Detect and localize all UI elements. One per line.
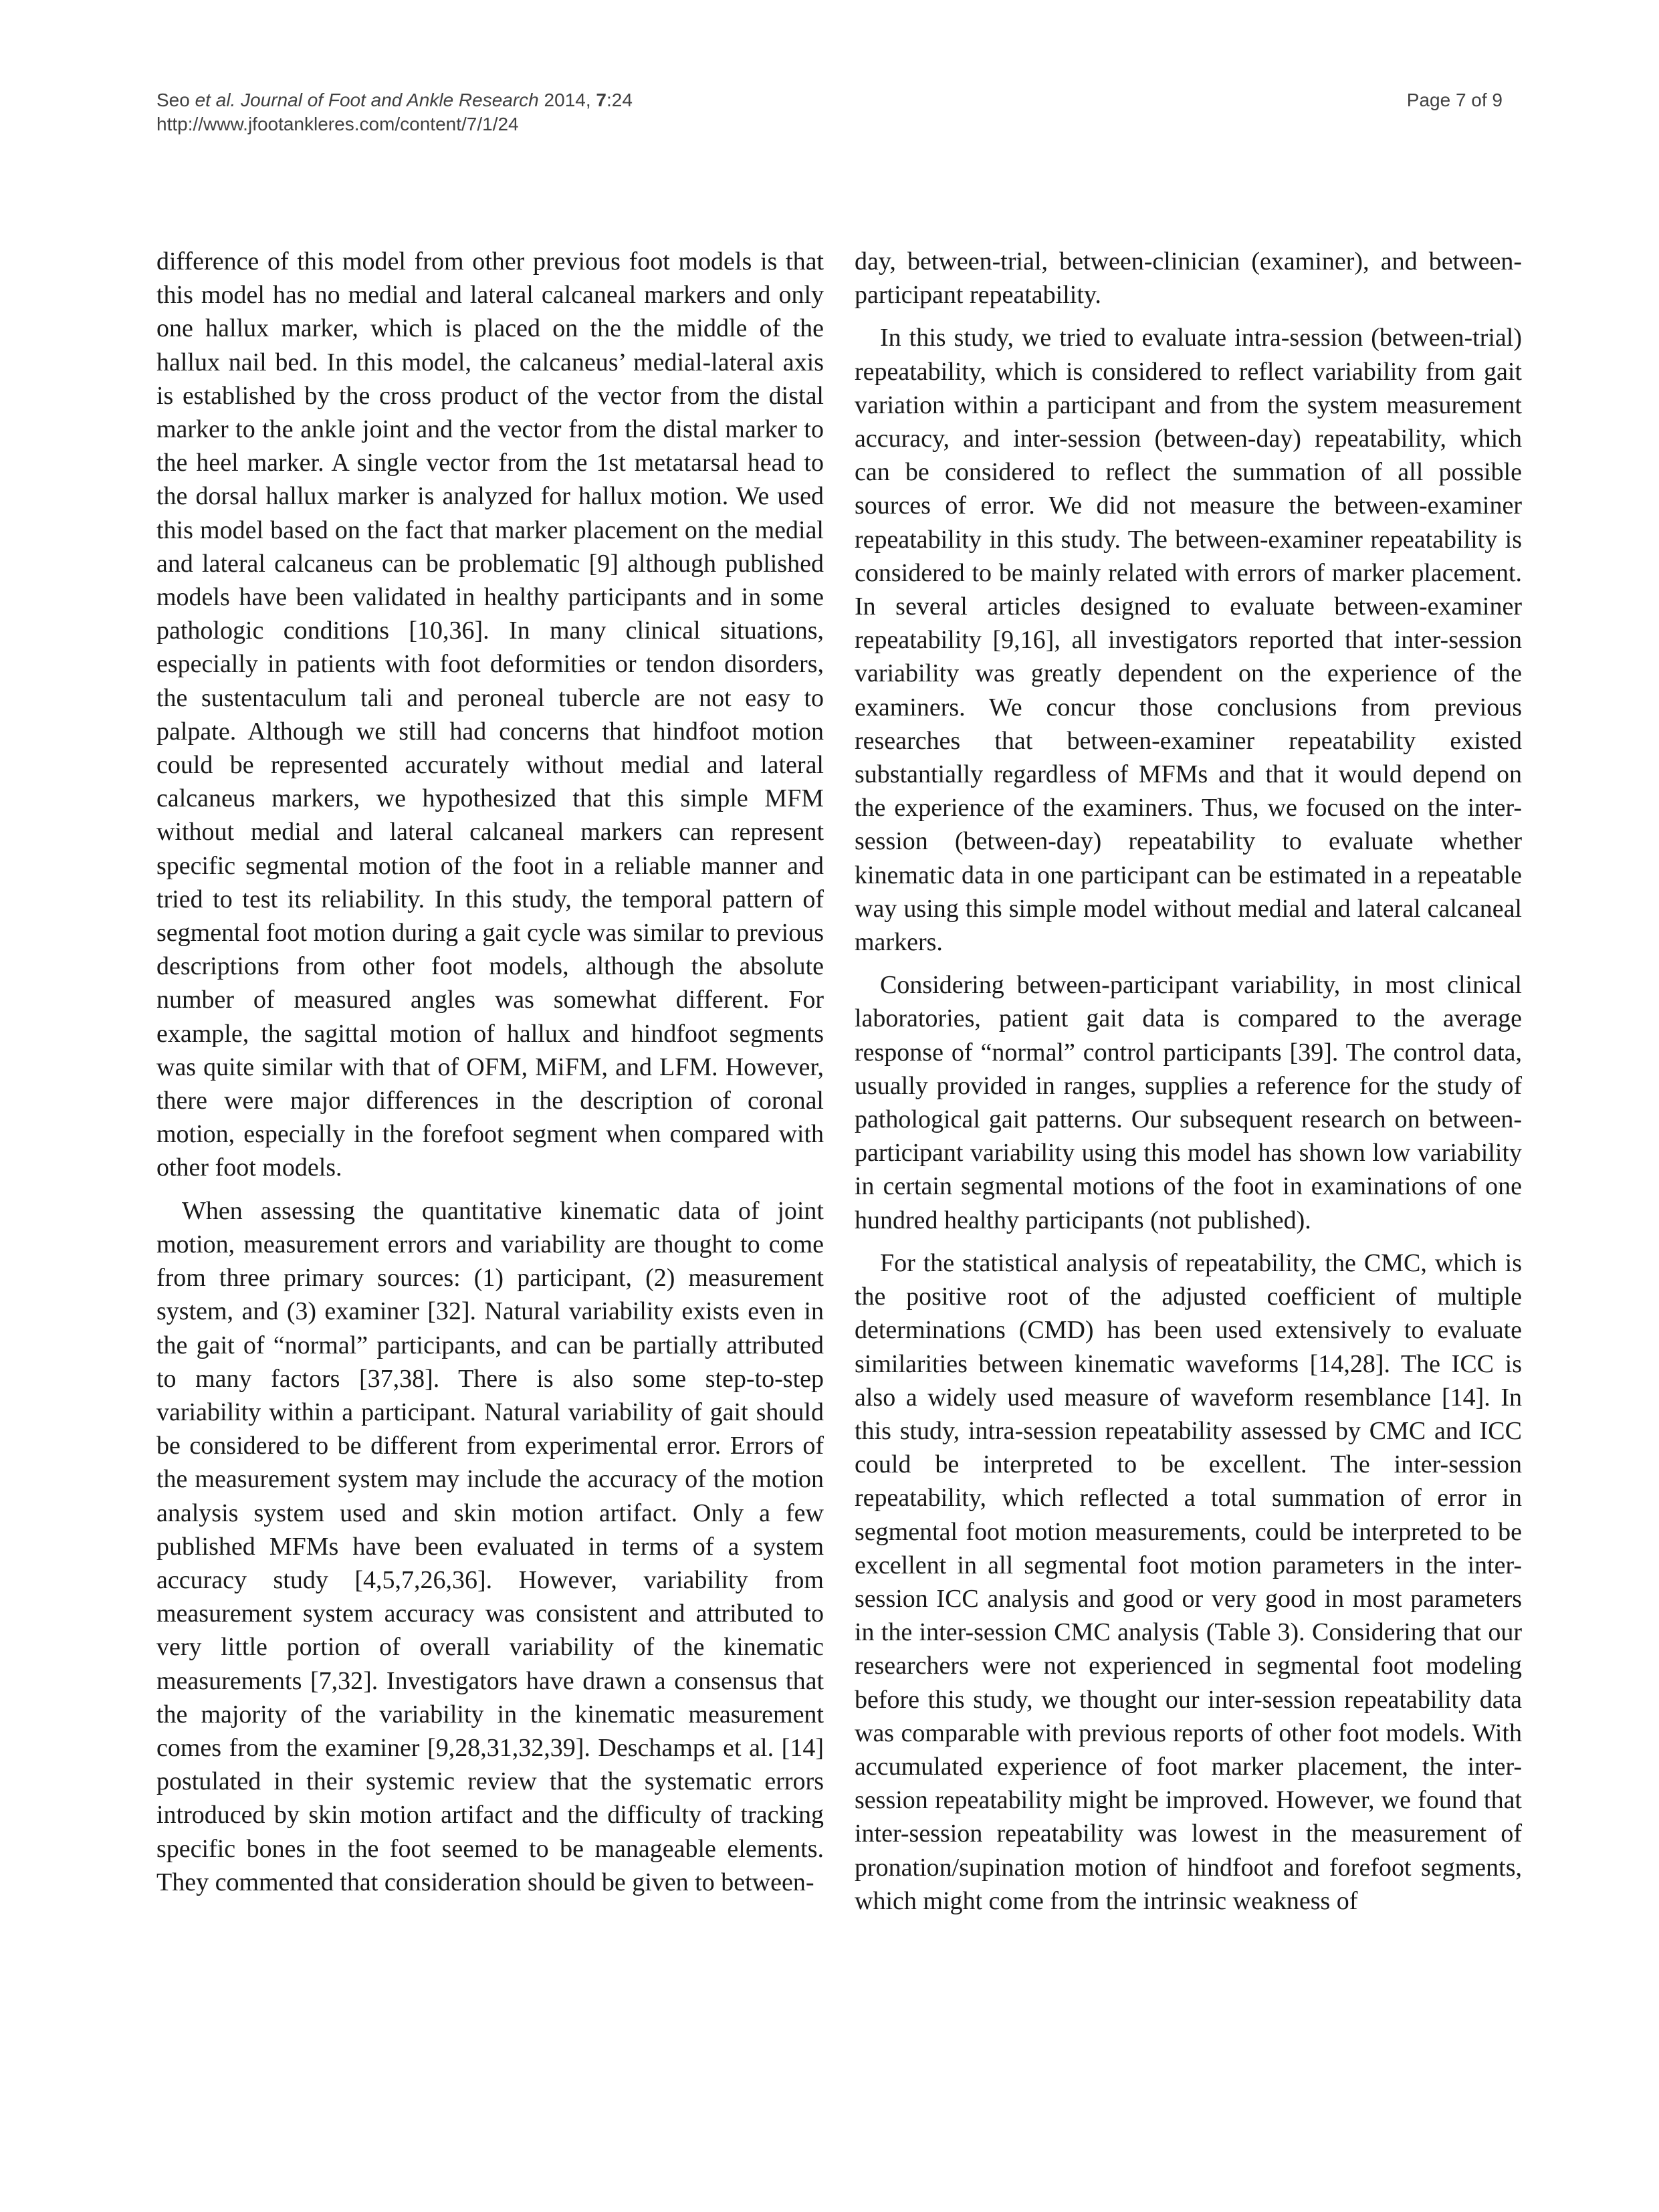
citation-authors: Seo xyxy=(156,90,195,110)
article-url[interactable]: http://www.jfootankleres.com/content/7/1/24 xyxy=(156,114,519,134)
body-paragraph: When assessing the quantitative kinematic data of joint motion, measurement errors and variability are thought to come from three primary sources: (1) participant, (2) measurement system, and (3) examiner [32]. Natural variability exists even in the gait of “normal” participants, and can be partially attributed to many factors [37,38]. There is also some step-to-step variability within a participant. Natural variability of gait should be considered to be different from experimental error. Errors of the measurement system may include the accuracy of the motion analysis system used and skin motion artifact. Only a few published MFMs have been evaluated in terms of a system accuracy study [4,5,7,26,36]. However, variability from measurement system accuracy was consistent and attributed to very little portion of overall variability of the kinematic measurements [7,32]. Investigators have drawn a consensus that the majority of the variability in the kinematic measurement comes from the examiner [9,28,31,32,39]. Deschamps et al. [14] postulated in their systemic review that the systematic errors introduced by skin motion artifact and the difficulty of tracking specific bones in the foot seemed to be manageable elements. They commented that consideration should be given to between- xyxy=(156,1196,824,1896)
body-paragraph: difference of this model from other previous foot models is that this model has no medial and lateral calcaneal markers and only one hallux marker, which is placed on the the middle of the hallux nail bed. In this model, the calcaneus’ medial-lateral axis is established by the cross product of the vector from the distal marker to the ankle joint and the vector from the distal marker to the heel marker. A single vector from the 1st metatarsal head to the dorsal hallux marker is analyzed for hallux motion. We used this model based on the fact that marker placement on the medial and lateral calcaneus can be problematic [9] although published models have been validated in healthy participants and in some pathologic conditions [10,36]. In many clinical situations, especially in patients with foot deformities or tendon disorders, the sustentaculum tali and peroneal tubercle are not easy to palpate. Although we still had concerns that hindfoot motion could be represented accurately without medial and lateral calcaneus markers, we hypothesized that this simple MFM without medial and lateral calcaneal markers can represent specific segmental motion of the foot in a reliable manner and tried to test its reliability. In this study, the temporal pattern of segmental foot motion during a gait cycle was similar to previous descriptions from other foot models, although the absolute number of measured angles was somewhat different. For example, the sagittal motion of hallux and hindfoot segments was quite similar with that of OFM, MiFM, and LFM. However, there were major differences in the description of coronal motion, especially in the forefoot segment when compared with other foot models. xyxy=(156,247,824,1182)
body-paragraph: Considering between-participant variability, in most clinical laboratories, patient gait data is compared to the average response of “normal” control participants [39]. The control data, usually provided in ranges, supplies a reference for the study of pathological gait patterns. Our subsequent research on between-participant variability using this model has shown low variability in certain segmental motions of the foot in examinations of one hundred healthy participants (not published). xyxy=(855,971,1522,1234)
body-paragraph: day, between-trial, between-clinician (examiner), and between-participant repeatability. xyxy=(855,247,1522,310)
citation-journal: Journal of Foot and Ankle Research xyxy=(235,90,539,110)
body-paragraph: In this study, we tried to evaluate intra-session (between-trial) repeatability, which is considered to reflect variability from gait variation within a participant and from the system measurement accuracy, and inter-session (between-day) repeatability, which can be considered to reflect the summation of all possible sources of error. We did not measure the between-examiner repeatability in this study. The between-examiner repeatability is considered to be mainly related with errors of marker placement. In several articles designed to evaluate between-examiner repeatability [9,16], all investigators reported that inter-session variability was greatly dependent on the experience of the examiners. We concur those conclusions from previous researches that between-examiner repeatability existed substantially regardless of MFMs and that it would depend on the experience of the examiners. Thus, we focused on the inter-session (between-day) repeatability to evaluate whether kinematic data in one participant can be estimated in a repeatable way using this simple model without medial and lateral calcaneal markers. xyxy=(855,324,1522,957)
citation-etal: et al. xyxy=(195,90,236,110)
page-number: Page 7 of 9 xyxy=(1406,90,1503,110)
running-header xyxy=(156,88,633,136)
left-column xyxy=(156,245,824,1908)
citation-year: 2014, xyxy=(538,90,596,110)
citation-line xyxy=(156,88,633,112)
citation-article: :24 xyxy=(606,90,633,110)
body-paragraph: For the statistical analysis of repeatability, the CMC, which is the positive root of the adjusted coefficient of multiple determinations (CMD) has been used extensively to evaluate similarities between kinematic waveforms [14,28]. The ICC is also a widely used measure of waveform resemblance [14]. In this study, intra-session repeatability assessed by CMC and ICC could be interpreted to be excellent. The inter-session repeatability, which reflected a total summation of error in segmental foot motion measurements, could be interpreted to be excellent in all segmental foot motion parameters in the inter-session ICC analysis and good or very good in most parameters in the inter-session CMC analysis (Table 3). Considering that our researchers were not experienced in segmental foot modeling before this study, we thought our inter-session repeatability data was comparable with previous reports of other foot models. With accumulated experience of foot marker placement, the inter-session repeatability might be improved. However, we found that inter-session repeatability was lowest in the measurement of pronation/supination motion of hindfoot and forefoot segments, which might come from the intrinsic weakness of xyxy=(855,1248,1522,1915)
citation-volume: 7 xyxy=(596,90,606,110)
right-column xyxy=(855,245,1522,1927)
